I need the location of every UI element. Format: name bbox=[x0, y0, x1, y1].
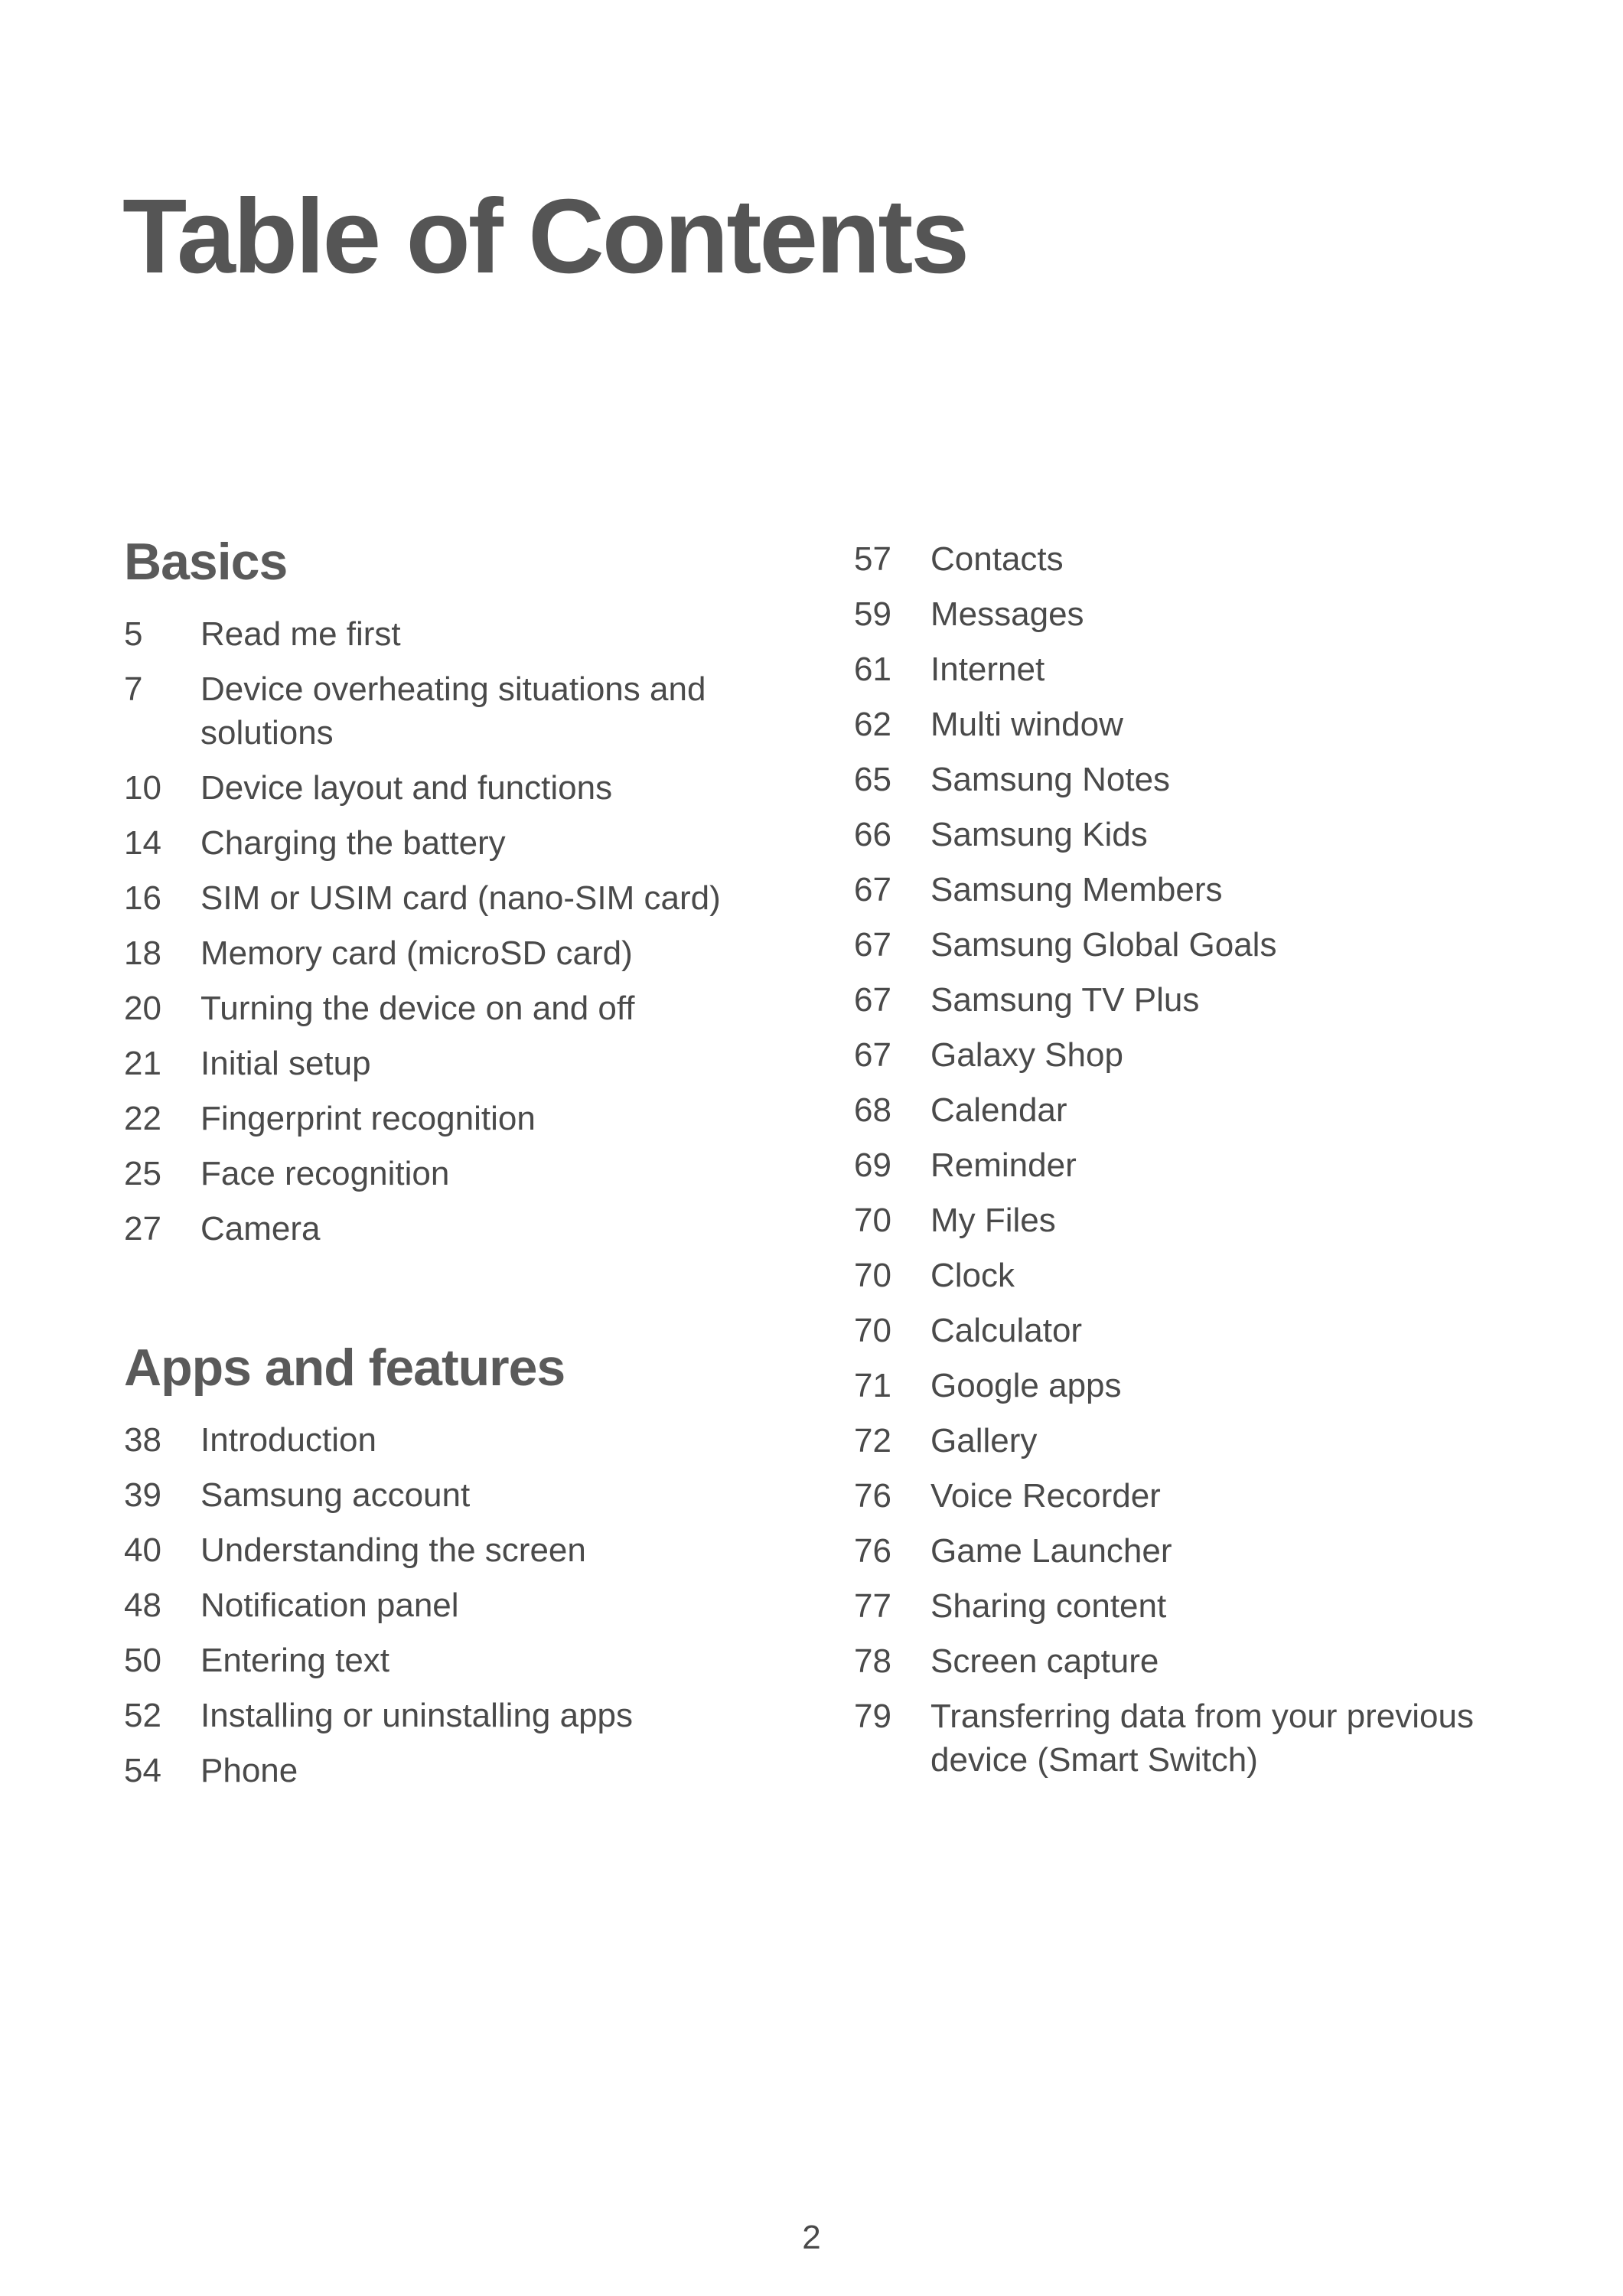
toc-entry[interactable] bbox=[124, 987, 751, 1030]
toc-entry-page: 70 bbox=[854, 1202, 891, 1239]
toc-entry-page: 16 bbox=[124, 879, 161, 917]
toc-entry-page: 69 bbox=[854, 1146, 891, 1184]
toc-entry-page: 21 bbox=[124, 1045, 161, 1082]
toc-left-column bbox=[124, 533, 751, 1804]
toc-entry-page: 72 bbox=[854, 1422, 891, 1459]
toc-entry-label: My Files bbox=[930, 1202, 1056, 1239]
toc-entry-label: Samsung Kids bbox=[930, 816, 1148, 853]
toc-entry[interactable] bbox=[854, 1694, 1543, 1782]
toc-entry-label: Phone bbox=[200, 1752, 298, 1789]
toc-entry-page: 14 bbox=[124, 824, 161, 862]
toc-entry-page: 5 bbox=[124, 615, 143, 653]
toc-entry-label: Notification panel bbox=[200, 1587, 459, 1624]
toc-entry-page: 78 bbox=[854, 1642, 891, 1680]
toc-entry-label: Gallery bbox=[930, 1422, 1038, 1459]
toc-entry-page: 61 bbox=[854, 651, 891, 688]
toc-entry-page: 67 bbox=[854, 981, 891, 1019]
toc-entry-page: 57 bbox=[854, 540, 891, 578]
toc-entry[interactable] bbox=[124, 1749, 751, 1792]
toc-entry-label: Galaxy Shop bbox=[930, 1036, 1123, 1074]
toc-entry-page: 66 bbox=[854, 816, 891, 853]
toc-entry-page: 50 bbox=[124, 1642, 161, 1679]
toc-entry[interactable] bbox=[854, 978, 1543, 1022]
toc-entry-label: Calculator bbox=[930, 1312, 1083, 1349]
toc-entry-page: 27 bbox=[124, 1210, 161, 1247]
toc-entry-label: Clock bbox=[930, 1257, 1015, 1294]
toc-entry-page: 59 bbox=[854, 595, 891, 633]
toc-entry-page: 70 bbox=[854, 1312, 891, 1349]
toc-entry[interactable] bbox=[854, 1033, 1543, 1077]
toc-entry-page: 76 bbox=[854, 1532, 891, 1570]
toc-entry-label: Device overheating situations and solutions bbox=[200, 670, 706, 752]
toc-entry[interactable] bbox=[854, 923, 1543, 967]
toc-entry-label: Initial setup bbox=[200, 1045, 371, 1082]
toc-entry[interactable] bbox=[854, 758, 1543, 801]
toc-entry[interactable] bbox=[854, 592, 1543, 636]
toc-entry[interactable] bbox=[854, 1639, 1543, 1683]
toc-entry[interactable] bbox=[854, 1254, 1543, 1297]
section-spacer bbox=[124, 1262, 751, 1342]
toc-entry-label: Messages bbox=[930, 595, 1084, 633]
toc-entry-page: 71 bbox=[854, 1367, 891, 1404]
toc-entry-label: Contacts bbox=[930, 540, 1064, 578]
toc-entry-label: Multi window bbox=[930, 706, 1123, 743]
toc-entry[interactable] bbox=[124, 1207, 751, 1251]
toc-entry-label: Memory card (microSD card) bbox=[200, 934, 633, 972]
toc-entry-page: 65 bbox=[854, 761, 891, 798]
toc-entry-label: Charging the battery bbox=[200, 824, 506, 862]
toc-entry-page: 67 bbox=[854, 1036, 891, 1074]
toc-entry-label: Introduction bbox=[200, 1421, 376, 1459]
toc-entry[interactable] bbox=[854, 537, 1543, 581]
toc-entry-label: Calendar bbox=[930, 1091, 1067, 1129]
toc-entry-label: Google apps bbox=[930, 1367, 1122, 1404]
toc-entry-label: Camera bbox=[200, 1210, 321, 1247]
toc-entry-page: 18 bbox=[124, 934, 161, 972]
toc-entry-label: Turning the device on and off bbox=[200, 990, 635, 1027]
toc-entry-label: Internet bbox=[930, 651, 1045, 688]
toc-entry[interactable] bbox=[854, 647, 1543, 691]
toc-list-basics bbox=[124, 612, 751, 1251]
toc-entry[interactable] bbox=[124, 667, 751, 755]
toc-entry-page: 52 bbox=[124, 1697, 161, 1734]
toc-entry[interactable] bbox=[124, 931, 751, 975]
toc-entry-label: Samsung account bbox=[200, 1476, 471, 1514]
toc-entry-page: 25 bbox=[124, 1155, 161, 1192]
toc-entry-label: Samsung TV Plus bbox=[930, 981, 1200, 1019]
toc-right-column bbox=[854, 537, 1543, 1793]
toc-entry-page: 40 bbox=[124, 1531, 161, 1569]
toc-entry-page: 70 bbox=[854, 1257, 891, 1294]
toc-entry-page: 54 bbox=[124, 1752, 161, 1789]
toc-entry-label: Face recognition bbox=[200, 1155, 450, 1192]
section-heading-basics: Basics bbox=[124, 533, 288, 591]
toc-entry[interactable] bbox=[124, 766, 751, 810]
toc-entry[interactable] bbox=[124, 1694, 751, 1737]
toc-entry[interactable] bbox=[854, 868, 1543, 912]
toc-entry-label: Voice Recorder bbox=[930, 1477, 1161, 1515]
toc-entry-page: 67 bbox=[854, 871, 891, 908]
toc-entry-page: 79 bbox=[854, 1698, 891, 1735]
toc-entry[interactable] bbox=[854, 1584, 1543, 1628]
toc-entry-page: 10 bbox=[124, 769, 161, 807]
toc-entry-label: Samsung Notes bbox=[930, 761, 1171, 798]
toc-entry-page: 67 bbox=[854, 926, 891, 964]
toc-entry-label: Transferring data from your previous device (Smart Switch) bbox=[930, 1698, 1474, 1779]
toc-entry[interactable] bbox=[124, 1042, 751, 1085]
toc-entry-label: Sharing content bbox=[930, 1587, 1167, 1625]
toc-list-apps bbox=[124, 1418, 751, 1792]
toc-entry-label: Game Launcher bbox=[930, 1532, 1172, 1570]
toc-entry-page: 22 bbox=[124, 1100, 161, 1137]
toc-entry[interactable] bbox=[124, 1097, 751, 1140]
toc-entry[interactable] bbox=[854, 1309, 1543, 1352]
toc-list-apps-continued bbox=[854, 537, 1543, 1782]
toc-entry-label: Samsung Global Goals bbox=[930, 926, 1277, 964]
toc-entry-label: Entering text bbox=[200, 1642, 390, 1679]
toc-entry[interactable] bbox=[854, 1364, 1543, 1407]
page-title: Table of Contents bbox=[122, 178, 968, 295]
toc-entry[interactable] bbox=[124, 876, 751, 920]
toc-entry-label: Reminder bbox=[930, 1146, 1077, 1184]
toc-entry[interactable] bbox=[124, 1639, 751, 1682]
toc-entry[interactable] bbox=[124, 1473, 751, 1517]
toc-entry[interactable] bbox=[854, 1529, 1543, 1573]
toc-entry-page: 62 bbox=[854, 706, 891, 743]
toc-entry[interactable] bbox=[854, 703, 1543, 746]
toc-entry-label: Device layout and functions bbox=[200, 769, 613, 807]
toc-entry-label: Read me first bbox=[200, 615, 401, 653]
toc-entry-label: SIM or USIM card (nano-SIM card) bbox=[200, 879, 721, 917]
page-number: 2 bbox=[802, 2219, 821, 2256]
toc-entry-label: Samsung Members bbox=[930, 871, 1223, 908]
toc-entry[interactable] bbox=[854, 1199, 1543, 1242]
toc-entry[interactable] bbox=[124, 1583, 751, 1627]
toc-entry[interactable] bbox=[854, 1474, 1543, 1518]
toc-entry-page: 77 bbox=[854, 1587, 891, 1625]
toc-entry-page: 38 bbox=[124, 1421, 161, 1459]
toc-entry[interactable] bbox=[854, 1419, 1543, 1463]
toc-entry-page: 39 bbox=[124, 1476, 161, 1514]
toc-entry[interactable] bbox=[124, 1528, 751, 1572]
section-heading-apps-and-features: Apps and features bbox=[124, 1339, 565, 1397]
toc-entry-page: 68 bbox=[854, 1091, 891, 1129]
toc-entry[interactable] bbox=[124, 1152, 751, 1195]
toc-entry-page: 76 bbox=[854, 1477, 891, 1515]
toc-entry-label: Screen capture bbox=[930, 1642, 1159, 1680]
toc-entry[interactable] bbox=[854, 813, 1543, 856]
toc-entry-label: Understanding the screen bbox=[200, 1531, 586, 1569]
toc-entry-label: Fingerprint recognition bbox=[200, 1100, 536, 1137]
toc-entry-label: Installing or uninstalling apps bbox=[200, 1697, 634, 1734]
toc-entry[interactable] bbox=[854, 1143, 1543, 1187]
toc-entry[interactable] bbox=[854, 1088, 1543, 1132]
toc-entry-page: 48 bbox=[124, 1587, 161, 1624]
toc-entry-page: 7 bbox=[124, 670, 143, 708]
toc-entry-page: 20 bbox=[124, 990, 161, 1027]
toc-entry[interactable] bbox=[124, 821, 751, 865]
toc-entry[interactable] bbox=[124, 1418, 751, 1462]
toc-entry[interactable] bbox=[124, 612, 751, 656]
